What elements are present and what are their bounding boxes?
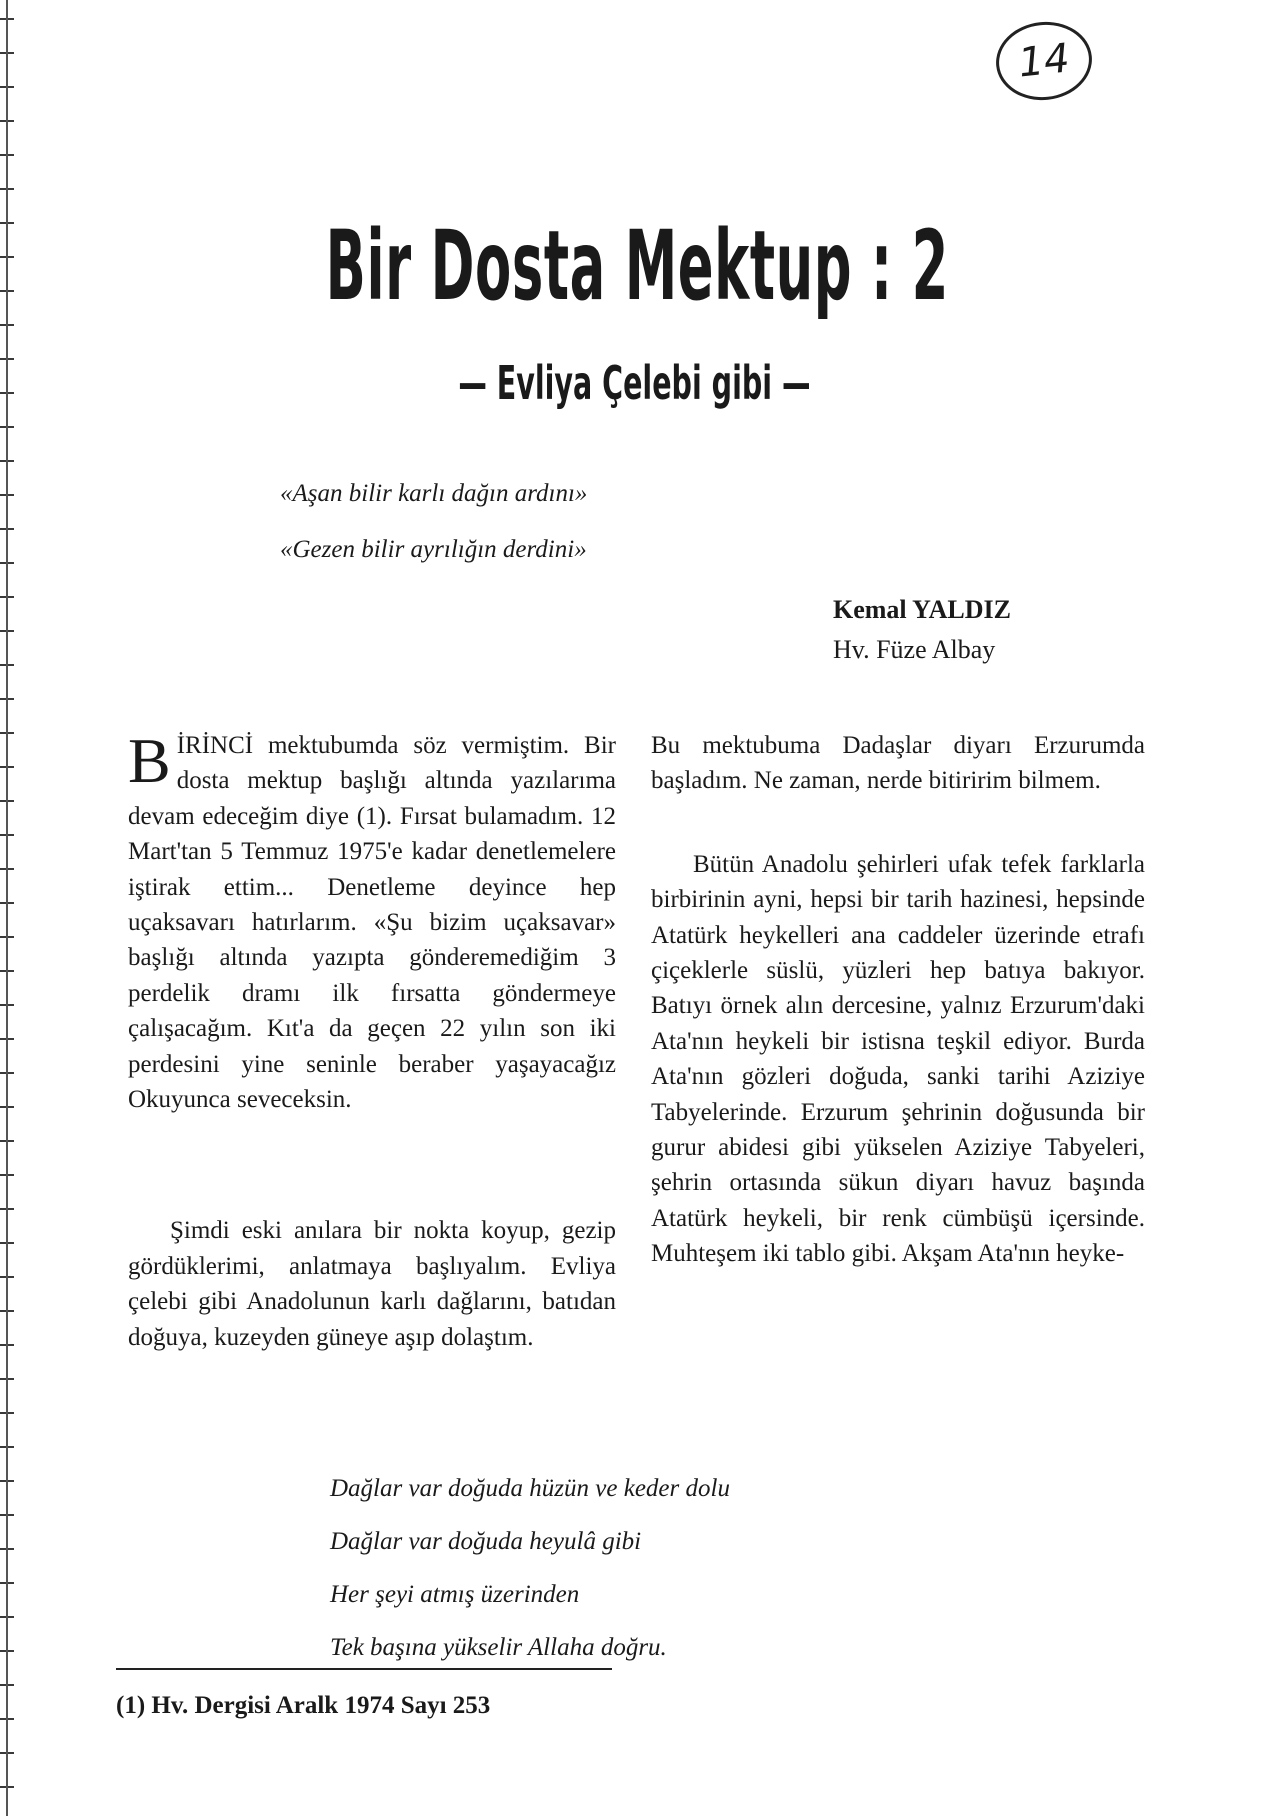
poem-line: Tek başına yükselir Allaha doğru.: [330, 1634, 667, 1661]
article-subtitle: — Evliya Çelebi gibi —: [458, 356, 811, 410]
footnote-rule: [116, 1668, 612, 1670]
article-title: Bir Dosta Mektup : 2: [325, 210, 949, 322]
author-name: Kemal YALDIZ: [833, 595, 1011, 624]
epigraph-line: «Gezen bilir ayrılığın derdini»: [280, 536, 587, 563]
author-block: [833, 590, 1011, 670]
paragraph: [128, 725, 616, 1117]
poem-line: Dağlar var doğuda heyulâ gibi: [330, 1528, 642, 1555]
poem: [330, 1462, 730, 1674]
left-column: [128, 725, 616, 1355]
epigraph-line: «Aşan bilir karlı dağın ardını»: [280, 480, 588, 507]
author-rank: Hv. Füze Albay: [833, 635, 996, 664]
footnote: (1) Hv. Dergisi Aralk 1974 Sayı 253: [116, 1692, 491, 1719]
right-column: [651, 728, 1145, 1272]
epigraph: [280, 466, 587, 578]
paragraph-text: İRİNCİ mektubumda söz vermiştim. Bir dosta mektup başlığı altında yazılarıma devam edeceğim diye (1). Fırsat bulamadım. 12 Mart'tan 5 Temmuz 1975'e kadar denetlemelere iştirak ettim... Denetleme deyince hep uçaksavarı hatırlarım. «Şu bizim uçaksavar» başlığı altında yazıpta gönderemediğim 3 perdelik dramı ilk fırsatta göndermeye çalışacağım. Kıt'a da geçen 22 yılın son iki perdesini yine seninle beraber yaşayacağız Okuyunca seveceksin.: [128, 732, 616, 1114]
drop-cap: B: [128, 725, 171, 796]
paragraph-gap: [128, 1117, 616, 1213]
page-number: 14: [992, 17, 1096, 105]
scan-binding-edge: [0, 0, 14, 1816]
paragraph: Bu mektubuma Dadaşlar diyarı Erzurumda başladım. Ne zaman, nerde bitiririm bilmem.: [651, 732, 1145, 795]
paragraph: Şimdi eski anılara bir nokta koyup, gezip gördüklerimi, anlatmaya başlıyalım. Evliya çelebi gibi Anadolunun karlı dağlarını, batıdan doğuya, kuzeyden güneye aşıp dolaştım.: [128, 1217, 616, 1351]
paragraph: Bütün Anadolu şehirleri ufak tefek farklarla birbirinin ayni, hepsi bir tarih hazinesi, hepsinde Atatürk heykelleri ana caddeler üzerinde etrafı çiçeklerle süslü, yüzleri hep batıya bakıyor. Batıyı örnek alın dercesine, yalnız Erzurum'daki Ata'nın heykeli bir istisna teşkil ediyor. Burda Ata'nın gözleri doğuda, sanki tarihi Aziziye Tabyelerinde. Erzurum şehrinin doğusunda bir gurur abidesi gibi yükselen Aziziye Tabyeleri, şehrin ortasında sükun diyarı havuz başında Atatürk heykeli, bir renk cümbüşü içersinde. Muhteşem iki tablo gibi. Akşam Ata'nın heyke-: [651, 850, 1145, 1268]
paragraph-gap: [651, 799, 1145, 847]
poem-line: Her şeyi atmış üzerinden: [330, 1581, 580, 1608]
poem-line: Dağlar var doğuda hüzün ve keder dolu: [330, 1475, 730, 1502]
